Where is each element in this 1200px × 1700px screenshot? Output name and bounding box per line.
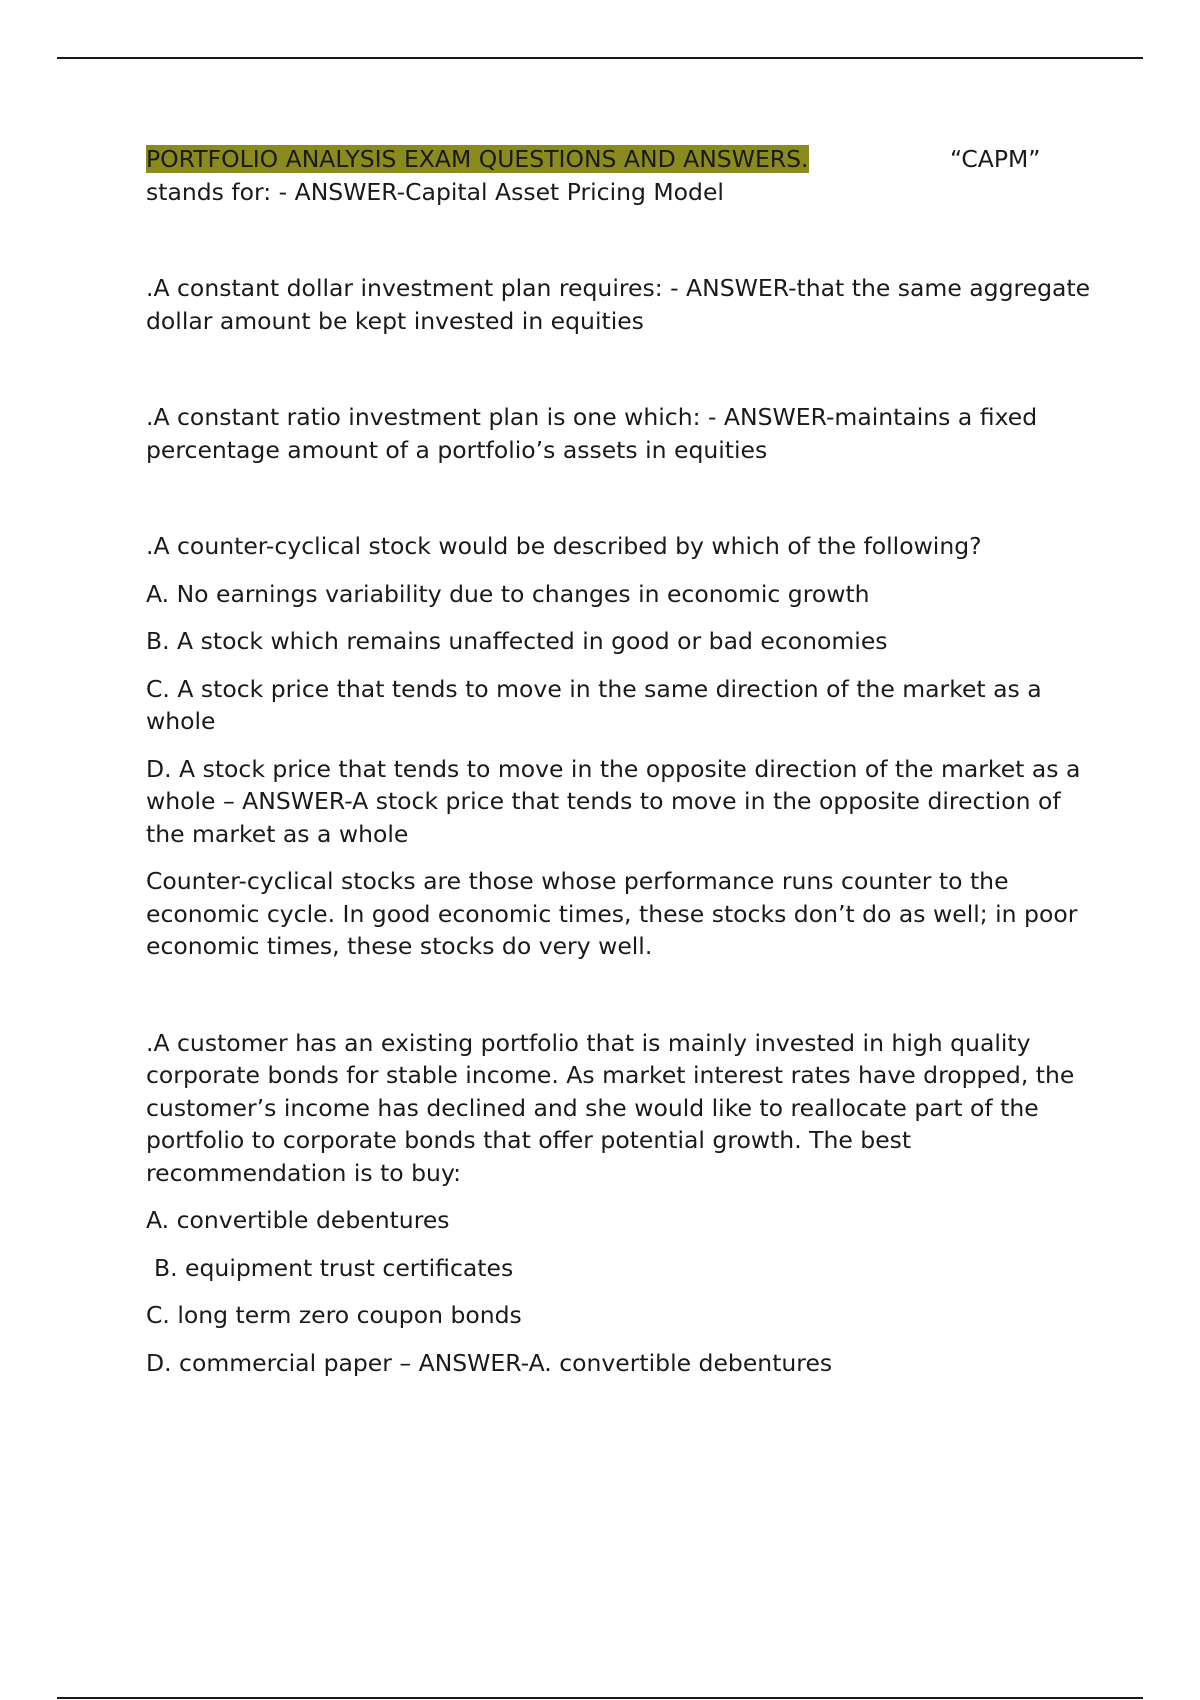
question-customer-portfolio: .A customer has an existing portfolio that is mainly invested in high quality corporate bonds for stable income. As market interest rates have dropped, the customer’s income has declined and she would like to reallocate part of the portfolio to corporate bonds that offer potential growth. The best recommendation is to buy: — [146, 1028, 1075, 1187]
document-body — [146, 143, 1096, 1379]
customer-option-b: B. equipment trust certificates — [154, 1253, 514, 1282]
counter-cyclical-option-d: D. A stock price that tends to move in the opposite direction of the market as a whole – ANSWER-A stock price that tends to move in the opposite direction of the market as a whole — [146, 754, 1081, 848]
customer-option-d: D. commercial paper – ANSWER-A. convertible debentures — [146, 1348, 833, 1377]
top-rule — [57, 57, 1143, 59]
capm-answer: stands for: - ANSWER-Capital Asset Pricing Model — [146, 177, 724, 206]
customer-option-a: A. convertible debentures — [146, 1206, 450, 1234]
counter-cyclical-explanation: Counter-cyclical stocks are those whose performance runs counter to the economic cycle. In good economic times, these stocks don’t do as well; in poor economic times, these stocks do very well. — [146, 867, 1078, 960]
document-title: PORTFOLIO ANALYSIS EXAM QUESTIONS AND ANSWERS. — [146, 145, 809, 173]
question-counter-cyclical: .A counter-cyclical stock would be described by which of the following? — [146, 532, 982, 560]
capm-term: “CAPM” — [950, 145, 1041, 173]
counter-cyclical-option-a: A. No earnings variability due to changes in economic growth — [146, 579, 870, 608]
counter-cyclical-option-b: B. A stock which remains unaffected in good or bad economies — [146, 627, 888, 655]
title-line — [146, 143, 1096, 176]
counter-cyclical-option-c: C. A stock price that tends to move in the same direction of the market as a whole — [146, 674, 1042, 735]
question-constant-dollar: .A constant dollar investment plan requires: - ANSWER-that the same aggregate dollar amount be kept invested in equities — [146, 274, 1091, 335]
customer-option-c: C. long term zero coupon bonds — [146, 1301, 522, 1329]
bottom-rule — [57, 1697, 1143, 1699]
question-constant-ratio: .A constant ratio investment plan is one which: - ANSWER-maintains a fixed percentage amount of a portfolio’s assets in equities — [146, 403, 1038, 464]
